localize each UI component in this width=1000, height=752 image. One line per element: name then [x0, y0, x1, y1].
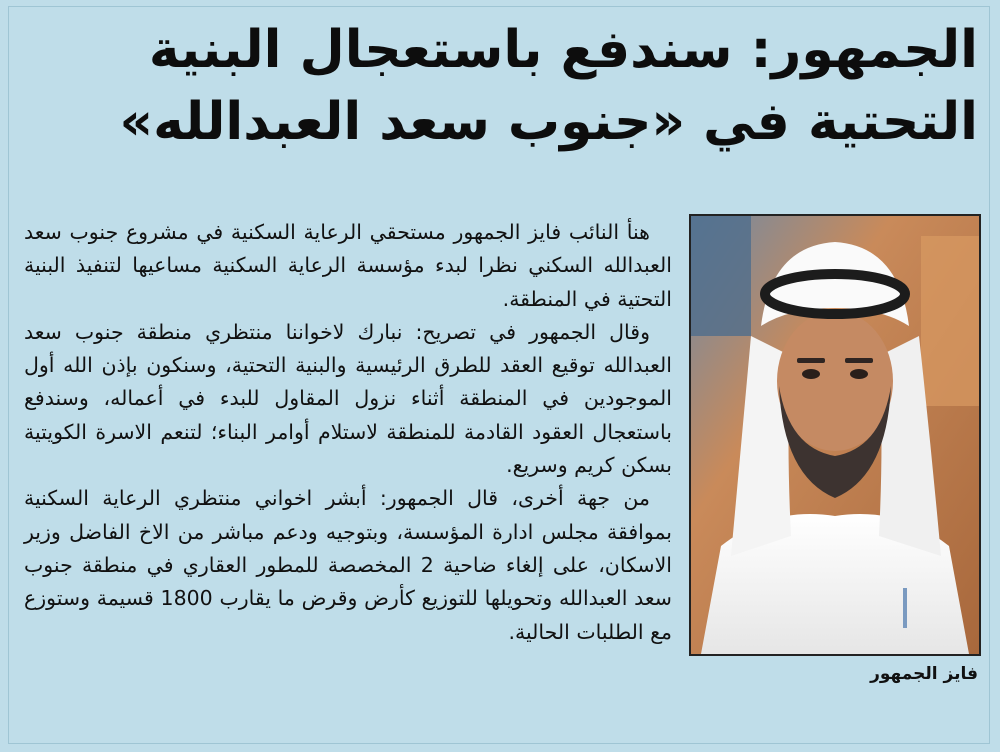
- headline-line-1: الجمهور: سندفع باستعجال البنية: [148, 20, 978, 80]
- portrait-photo: [689, 214, 981, 656]
- headline: [38, 14, 978, 158]
- headline-line-2: التحتية في «جنوب سعد العبدالله»: [119, 92, 978, 152]
- article-body: [24, 216, 672, 649]
- photo-caption: فايز الجمهور: [870, 664, 978, 684]
- article-paragraph-3: من جهة أخرى، قال الجمهور: أبشر اخواني منتظري الرعاية السكنية بموافقة مجلس ادارة المؤسسة، وبتوجيه ودعم مباشر من الاخ الفاضل وزير الاسكان، على إلغاء ضاحية 2 المخصصة للمطور العقاري في منطقة جنوب سعد العبدالله وتحويلها للتوزيع كأرض وقرض ما يقارب 1800 قسيمة وستوزع مع الطلبات الحالية.: [24, 486, 672, 644]
- article-paragraph-1: هنأ النائب فايز الجمهور مستحقي الرعاية السكنية في مشروع جنوب سعد العبدالله السكني نظرا لبدء مؤسسة الرعاية السكنية مساعيها لتنفيذ البنية التحتية في المنطقة.: [24, 220, 672, 311]
- portrait-illustration: [691, 216, 979, 654]
- article-paragraph-2: وقال الجمهور في تصريح: نبارك لاخواننا منتظري منطقة جنوب سعد العبدالله توقيع العقد للطرق الرئيسية والبنية التحتية، وسنكون بإذن الله أول الموجودين في المنطقة أثناء نزول المقاول للبدء في أعماله، وسندفع باستعجال العقود القادمة للمنطقة لاستلام أوامر البناء؛ لتنعم الاسرة الكويتية بسكن كريم وسريع.: [24, 319, 672, 478]
